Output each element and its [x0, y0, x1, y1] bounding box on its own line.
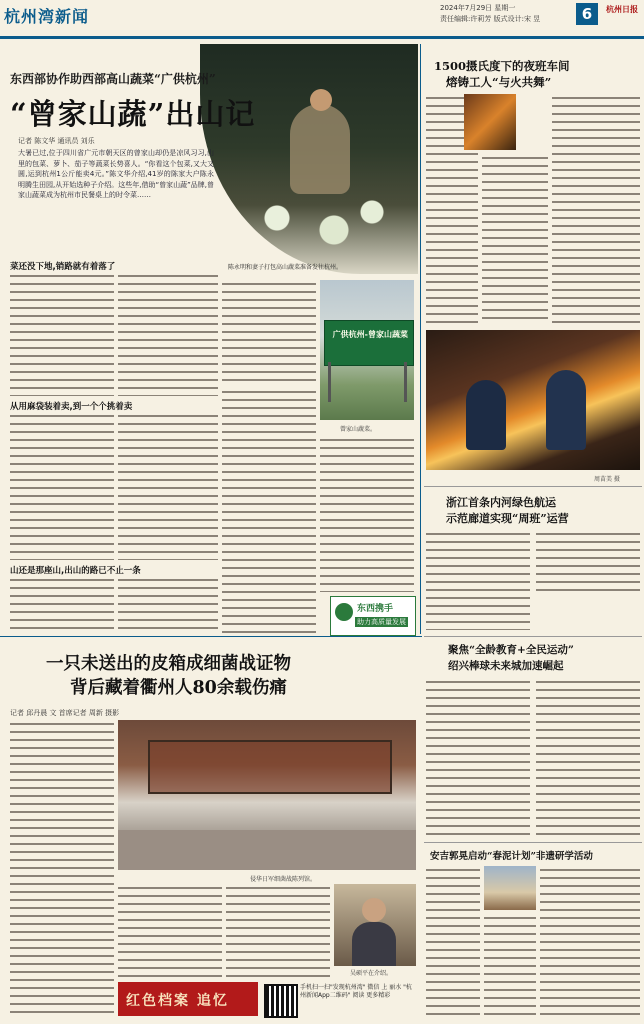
feature-photo-2-caption: 吴硕平在介绍。: [350, 970, 393, 977]
billboard-text: 广供杭州-曾家山蔬菜: [332, 330, 408, 339]
qr-code[interactable]: [264, 984, 298, 1018]
lead-col-1a: [10, 272, 114, 396]
feature-photo-1-caption: 侵华日军细菌战陈列馆。: [250, 876, 317, 883]
date-line: 2024年7月29日 星期一: [440, 4, 516, 12]
side2-bottom-rule: [424, 636, 642, 637]
side4-headline: 安吉郭晃启动“春泥计划”非遗研学活动: [430, 851, 593, 862]
lead-col-1b: [118, 272, 218, 396]
feature-photo-1: [118, 720, 416, 870]
side1-bottom-rule: [424, 486, 642, 487]
side2-col-2: [536, 530, 640, 594]
red-archive-text: 红色档案 追忆: [126, 993, 229, 1009]
side4-photo: [484, 866, 536, 910]
feature-photo-2: [334, 884, 416, 966]
side1-caption: 周苗美 摄: [594, 476, 620, 483]
side3-col-1: [426, 678, 530, 838]
side1-photo-small: [464, 94, 516, 150]
side3-headline-1: 聚焦“全龄教育+全民运动”: [448, 644, 574, 656]
feature-byline: 记者 邱丹晨 文 首席记者 周新 摄影: [10, 709, 120, 717]
lead-byline: 记者 陈文华 通讯员 刘乐: [18, 137, 95, 145]
feature-headline-2: 背后藏着衢州人80余载伤痛: [70, 678, 287, 698]
masthead: [0, 0, 644, 37]
side1-headline-1: 1500摄氏度下的夜班车间: [434, 59, 570, 73]
qr-promo-text: 手机扫一扫"发现杭州湾" 微信 上 丽水 "杭州新闻App二维码" 阅读 更多精彩: [300, 984, 412, 999]
lead-article: [0, 44, 418, 634]
lead-intro: 大暑已过,位于四川省广元市朝天区的曾家山却仍是凉风习习,山里的包菜、萝卜、茄子等蔬菜长势喜人。“你看这个包菜,又大又圆,运到杭州1公斤能卖4元。”陈文华介绍,41岁的陈家大户陈永明腾生田园,从开始选种子介绍。这些年,借助“曾家山蔬”品牌,曾家山蔬菜成为杭州市民餐桌上的时令菜……: [18, 149, 214, 199]
feature-col-3: [226, 884, 330, 978]
side2-headline-1: 浙江首条内河绿色航运: [446, 496, 556, 509]
side1-col-3: [552, 94, 640, 324]
feature-top-rule: [0, 636, 422, 637]
section-title: 杭州湾新闻: [4, 7, 90, 26]
lead-subhead-2: 从用麻袋装着卖,到一个个挑着卖: [10, 402, 133, 412]
lead-subhead-1: 菜还没下地,销路就有着落了: [10, 262, 116, 272]
side1-col-2: [482, 154, 548, 324]
lead-col-2b: [118, 412, 218, 560]
collab-badge: [330, 596, 416, 636]
lead-col-3b: [118, 576, 218, 634]
side4-col-3: [540, 866, 640, 1016]
lead-right-rule: [420, 44, 421, 634]
page-number: 6: [576, 3, 598, 25]
top-rule: [0, 36, 644, 39]
billboard-caption: 曾家山蔬菜。: [340, 426, 377, 433]
side3-headline-2: 绍兴棒球未来城加速崛起: [448, 660, 564, 672]
paper-logo: 杭州日报: [606, 4, 638, 14]
badge-line-2: 助力高质量发展: [357, 618, 406, 626]
lead-subhead-3: 山还是那座山,出山的路已不止一条: [10, 566, 141, 576]
editor-line: 责任编辑:许莉芳 版式设计:宋 昱: [440, 15, 541, 23]
side2-col-1: [426, 530, 530, 630]
lead-col-6: [320, 436, 414, 592]
lead-col-3a: [10, 576, 114, 634]
lead-kicker: 东西部协作助西部高山蔬菜“广供杭州”: [10, 72, 216, 86]
lead-col-2a: [10, 412, 114, 560]
feature-headline-1: 一只未送出的皮箱成细菌战证物: [46, 654, 291, 674]
side4-col-1: [426, 866, 480, 1016]
side3-bottom-rule: [424, 842, 642, 843]
lead-photo: [200, 44, 418, 274]
side4-col-2: [484, 914, 536, 1016]
red-archive-logo: [118, 982, 258, 1016]
lead-headline: “曾家山蔬”出山记: [10, 97, 256, 131]
lead-col-5: [222, 388, 316, 634]
feature-col-1: [10, 720, 114, 1016]
billboard-photo: [320, 280, 414, 420]
side1-headline-2: 熔铸工人“与火共舞”: [446, 75, 552, 89]
side3-col-2: [536, 678, 640, 838]
side2-headline-2: 示范廊道实现“周班”运营: [446, 512, 569, 525]
feature-col-2: [118, 884, 222, 978]
lead-photo-caption: 陈永明和妻子打包高山蔬菜准备发往杭州。: [228, 264, 343, 271]
badge-line-1: 东西携手: [357, 604, 394, 614]
side1-photo: [426, 330, 640, 470]
